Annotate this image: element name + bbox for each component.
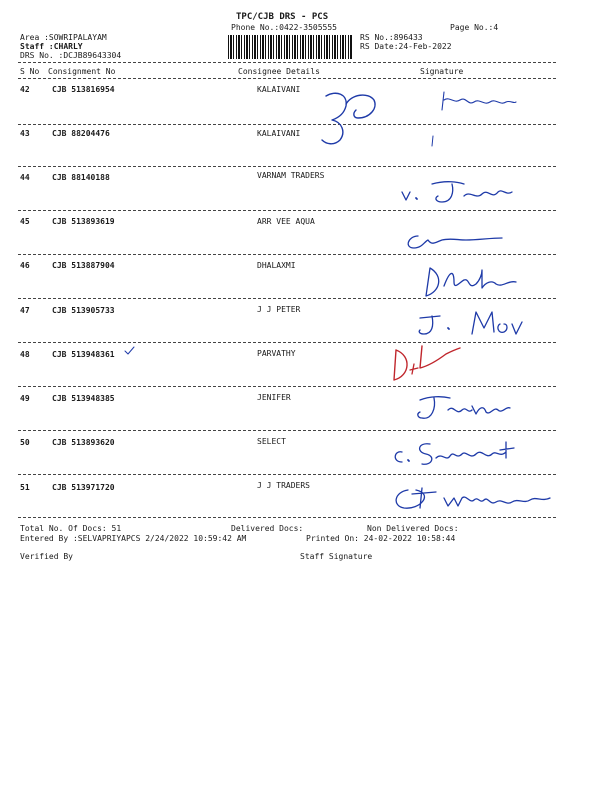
row-divider (18, 124, 556, 125)
row-consignment: CJB 513971720 (52, 483, 115, 492)
signature-row-46 (420, 262, 520, 302)
delivered-docs: Delivered Docs: (231, 524, 304, 533)
row-sno: 43 (20, 129, 30, 138)
signature-mark-row-43 (428, 134, 438, 150)
col-header-consignment: Consignment No (48, 67, 116, 76)
row-consignment: CJB 88204476 (52, 129, 110, 138)
row-divider (18, 210, 556, 211)
signature-row-42 (440, 90, 520, 114)
row-consignment: CJB 513948385 (52, 394, 115, 403)
phone-number: Phone No.:0422-3505555 (231, 23, 337, 32)
row-consignment: CJB 513887904 (52, 261, 115, 270)
page-number: Page No.:4 (450, 23, 499, 32)
total-docs: Total No. Of Docs: 51 (20, 524, 122, 533)
row-divider (18, 166, 556, 167)
row-sno: 44 (20, 173, 30, 182)
row-consignee: KALAIVANI (257, 85, 301, 94)
verified-by: Verified By (20, 552, 73, 561)
row-consignee: JENIFER (257, 393, 291, 402)
header-divider (18, 62, 556, 63)
row-consignment: CJB 513893620 (52, 438, 115, 447)
row-consignee: J J TRADERS (257, 481, 310, 490)
table-end-divider (18, 517, 556, 518)
row-sno: 49 (20, 394, 30, 403)
non-delivered-docs: Non Delivered Docs: (367, 524, 459, 533)
row-consignee: KALAIVANI (257, 129, 301, 138)
row-consignee: PARVATHY (257, 349, 296, 358)
rs-date: RS Date:24-Feb-2022 (360, 42, 452, 51)
row-consignee: SELECT (257, 437, 286, 446)
row-sno: 47 (20, 306, 30, 315)
row-consignee: VARNAM TRADERS (257, 171, 325, 180)
area-field: Area :SOWRIPALAYAM (20, 33, 107, 42)
col-header-consignee: Consignee Details (238, 67, 320, 76)
row-divider (18, 430, 556, 431)
row-sno: 50 (20, 438, 30, 447)
signature-rows-42-43 (312, 84, 382, 154)
row-consignee: ARR VEE AQUA (257, 217, 315, 226)
row-divider (18, 342, 556, 343)
barcode (228, 35, 352, 59)
row-consignee: DHALAXMI (257, 261, 296, 270)
row-divider (18, 386, 556, 387)
signature-row-47 (414, 306, 524, 340)
signature-row-48 (388, 340, 468, 384)
col-header-signature: Signature (420, 67, 464, 76)
signature-row-49 (410, 392, 520, 428)
row-consignment: CJB 513893619 (52, 217, 115, 226)
row-consignment: CJB 513816954 (52, 85, 115, 94)
document-title: TPC/CJB DRS - PCS (236, 12, 329, 22)
drs-number: DRS No. :DCJB89643304 (20, 51, 122, 60)
staff-field: Staff :CHARLY (20, 42, 83, 51)
row-sno: 45 (20, 217, 30, 226)
printed-on: Printed On: 24-02-2022 10:58:44 (306, 534, 456, 543)
row-divider (18, 474, 556, 475)
staff-signature: Staff Signature (300, 552, 373, 561)
signature-row-45 (398, 226, 508, 256)
signature-row-44 (398, 178, 518, 208)
row-consignment: CJB 513948361 (52, 350, 115, 359)
row-sno: 46 (20, 261, 30, 270)
row-sno: 48 (20, 350, 30, 359)
row-sno: 51 (20, 483, 30, 492)
col-header-sno: S No (20, 67, 40, 76)
rs-number: RS No.:896433 (360, 33, 423, 42)
signature-row-50 (388, 436, 528, 470)
signature-row-51 (390, 484, 560, 514)
row-consignment: CJB 513905733 (52, 306, 115, 315)
row-sno: 42 (20, 85, 30, 94)
row-consignee: J J PETER (257, 305, 301, 314)
check-mark-icon (124, 346, 136, 356)
row-consignment: CJB 88140188 (52, 173, 110, 182)
entered-by: Entered By :SELVAPRIYAPCS 2/24/2022 10:59:42 AM (20, 534, 247, 543)
column-header-divider (18, 78, 556, 79)
